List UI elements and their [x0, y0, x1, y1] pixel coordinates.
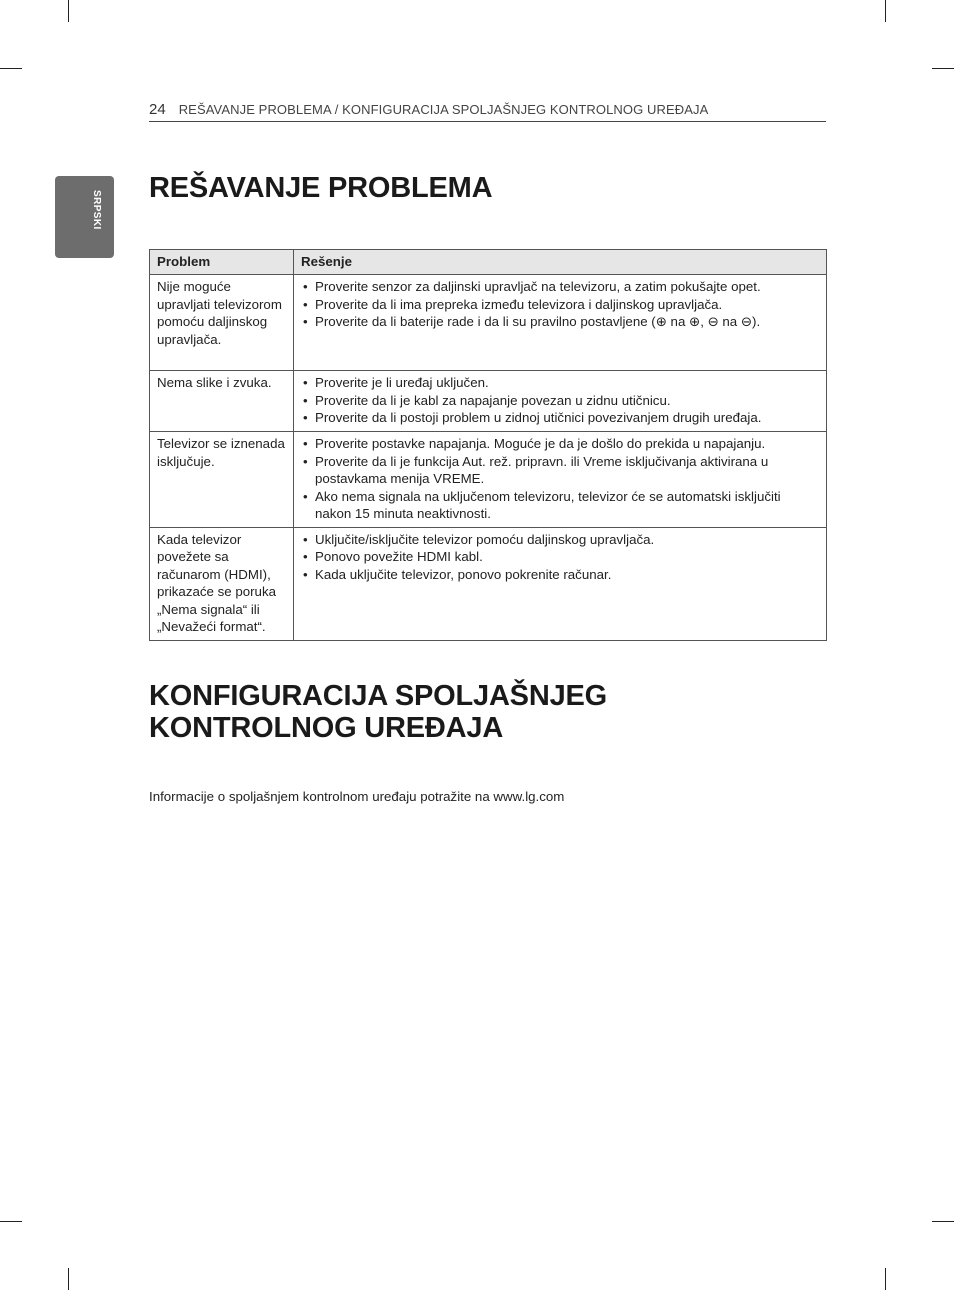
solution-list: [301, 435, 819, 523]
column-header-solution: Rešenje: [294, 250, 827, 275]
crop-mark: [885, 0, 886, 22]
solution-cell: [294, 371, 827, 432]
problem-cell: Kada televizor povežete sa računarom (HDMI), prikazaće se poruka „Nema signala“ ili „Nevažeći format“.: [150, 527, 294, 640]
solution-cell: [294, 527, 827, 640]
solution-item: • Proverite senzor za daljinski upravljač na televizoru, a zatim pokušajte opet.: [301, 278, 819, 296]
troubleshooting-table: [149, 249, 827, 641]
crop-mark: [932, 1221, 954, 1222]
solution-item: • Proverite da li ima prepreka između televizora i daljinskog upravljača.: [301, 296, 819, 314]
table-header-row: [150, 250, 827, 275]
solution-item: • Kada uključite televizor, ponovo pokrenite računar.: [301, 566, 819, 584]
section-title-troubleshooting: REŠAVANJE PROBLEMA: [149, 172, 493, 204]
solution-item: • Ponovo povežite HDMI kabl.: [301, 548, 819, 566]
column-header-problem: Problem: [150, 250, 294, 275]
solution-item: • Proverite da li postoji problem u zidnoj utičnici povezivanjem drugih uređaja.: [301, 409, 819, 427]
solution-item: • Proverite je li uređaj uključen.: [301, 374, 819, 392]
problem-cell: Nije moguće upravljati televizorom pomoću daljinskog upravljača.: [150, 275, 294, 371]
crop-mark: [68, 1268, 69, 1290]
problem-cell: Nema slike i zvuka.: [150, 371, 294, 432]
solution-item: • Proverite da li baterije rade i da li su pravilno postavljene (⊕ na ⊕, ⊖ na ⊖).: [301, 313, 819, 331]
table-row: [150, 275, 827, 371]
solution-list: [301, 278, 819, 331]
crop-mark: [885, 1268, 886, 1290]
solution-item: • Proverite postavke napajanja. Moguće je da je došlo do prekida u napajanju.: [301, 435, 819, 453]
problem-cell: Televizor se iznenada isključuje.: [150, 432, 294, 528]
solution-item: • Ako nema signala na uključenom televizoru, televizor će se automatski isključiti nakon 15 minuta neaktivnosti.: [301, 488, 819, 523]
table-row: [150, 527, 827, 640]
page-header: [149, 101, 826, 122]
solution-list: [301, 374, 819, 427]
solution-list: [301, 531, 819, 584]
solution-item: • Proverite da li je funkcija Aut. rež. pripravn. ili Vreme isključivanja aktivirana u postavkama menija VREME.: [301, 453, 819, 488]
language-tab: [55, 176, 114, 258]
solution-cell: [294, 432, 827, 528]
table-row: [150, 371, 827, 432]
page-number: 24: [149, 101, 166, 118]
solution-cell: [294, 275, 827, 371]
crop-mark: [0, 1221, 22, 1222]
section-title-external-control: KONFIGURACIJA SPOLJAŠNJEG KONTROLNOG UREĐAJA: [149, 680, 607, 744]
solution-item: • Uključite/isključite televizor pomoću daljinskog upravljača.: [301, 531, 819, 549]
crop-mark: [0, 68, 22, 69]
external-control-info: Informacije o spoljašnjem kontrolnom uređaju potražite na www.lg.com: [149, 789, 565, 804]
table-row: [150, 432, 827, 528]
running-title: REŠAVANJE PROBLEMA / KONFIGURACIJA SPOLJAŠNJEG KONTROLNOG UREĐAJA: [178, 102, 709, 117]
language-tab-label: SRPSKI: [91, 190, 102, 230]
crop-mark: [68, 0, 69, 22]
solution-item: • Proverite da li je kabl za napajanje povezan u zidnu utičnicu.: [301, 392, 819, 410]
crop-mark: [932, 68, 954, 69]
